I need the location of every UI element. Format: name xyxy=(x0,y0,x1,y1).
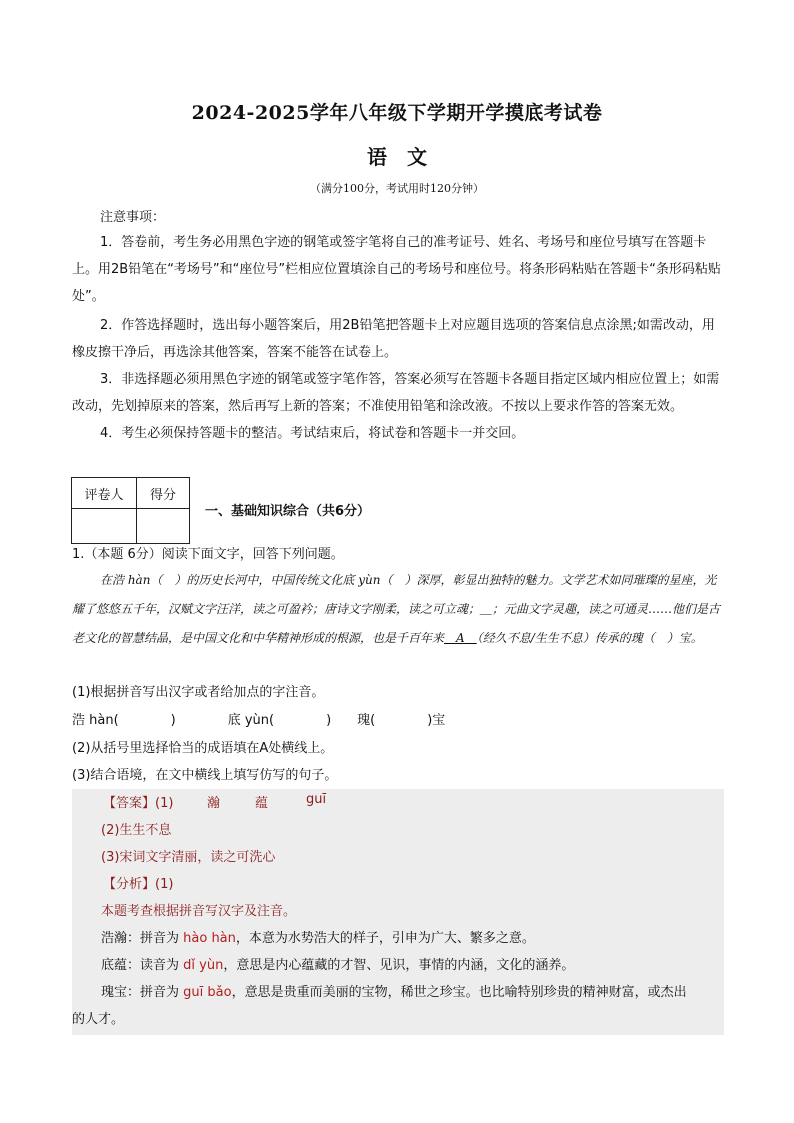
explain-diyun-pinyin: dǐ yùn xyxy=(183,958,224,973)
subquestion-1: (1)根据拼音写出汉字或者给加点的字注音。 xyxy=(72,685,325,700)
notice-item-2: 2．作答选择题时，选出每小题答案后，用2B铅笔把答题卡上对应题目选项的答案信息点涂黑;如需改动，用橡皮擦干净后，再选涂其他答案，答案不能答在试卷上。 xyxy=(72,318,715,360)
subquestion-3: (3)结合语境，在文中横线上填写仿写的句子。 xyxy=(72,768,338,783)
answer-1c: guī xyxy=(306,792,327,807)
explain-guibao-pre: 瑰宝：拼音为 xyxy=(101,985,180,1000)
answer-3: (3)宋词文字清丽，读之可洗心 xyxy=(101,850,276,865)
explain-haohan-pre: 浩瀚：拼音为 xyxy=(101,931,180,946)
subject-title: 语 文 xyxy=(367,145,427,169)
score-header: 得分 xyxy=(137,478,190,509)
passage-part-c: （经久不息/生生不息）传承的瑰（ ）宝。 xyxy=(476,631,703,645)
passage-blank: ＿； xyxy=(480,602,505,616)
score-time-note: （满分100分，考试用时120分钟） xyxy=(310,182,484,195)
answer-1b: 蕴 xyxy=(255,796,269,811)
notice-heading: 注意事项： xyxy=(100,210,166,225)
explain-guibao-post: ，意思是贵重而美丽的宝物，稀世之珍宝。也比喻特别珍贵的精神财富，或杰出 xyxy=(231,985,687,1000)
explain-haohan-post: ，本意为水势浩大的样子，引申为广大、繁多之意。 xyxy=(235,931,535,946)
exam-title: 2024-2025学年八年级下学期开学摸底考试卷 xyxy=(191,102,603,124)
answer-1a: 瀚 xyxy=(207,796,221,811)
reviewer-cell xyxy=(72,509,137,544)
passage-part-a: 在浩 hàn（ ）的历史长河中，中国传统文化底 yùn（ ）深厚，彰显出独特的魅力。文学艺术如同璀璨的星座，光耀了悠悠五千年，汉赋文字汪洋，读之可盈衿；唐诗文字刚柔，读之可立魂； xyxy=(72,573,717,616)
explain-guibao-cont: 的人才。 xyxy=(72,1012,125,1027)
explain-haohan-pinyin: hào hàn xyxy=(183,931,236,946)
question-head: 1.（本题 6分）阅读下面文字，回答下列问题。 xyxy=(72,547,344,562)
explain-guibao-pinyin: guī bǎo xyxy=(183,985,232,1000)
explain-diyun xyxy=(101,954,574,973)
notice-item-4: 4．考生必须保持答题卡的整洁。考试结束后，将试卷和答题卡一并交回。 xyxy=(100,426,525,441)
analysis-intro: 本题考查根据拼音写汉字及注音。 xyxy=(101,904,297,919)
reviewer-header: 评卷人 xyxy=(72,478,137,509)
score-cell xyxy=(137,509,190,544)
subquestion-1-items: 浩 hàn( ) 底 yùn( ) 瑰( )宝 xyxy=(72,713,446,728)
explain-haohan xyxy=(101,927,535,946)
passage-part-b: 元曲文字灵趣，读之可通灵……他们是古老文化的智慧结晶，是中国文化和中华精神形成的根源，也是千百年来 xyxy=(72,602,721,645)
analysis-label: 【分析】(1) xyxy=(103,877,174,892)
explain-guibao xyxy=(101,981,724,1000)
explain-diyun-post: ，意思是内心蕴藏的才智、见识，事情的内涵，文化的涵养。 xyxy=(223,958,575,973)
reading-passage xyxy=(72,566,724,653)
answer-2: (2)生生不息 xyxy=(101,823,172,838)
explain-diyun-pre: 底蕴：读音为 xyxy=(101,958,180,973)
notice-item-1: 1．答卷前，考生务必用黑色字迹的钢笔或签字笔将自己的准考证号、姓名、考场号和座位号填写在答题卡上。用2B铅笔在“考场号”和“座位号”栏相应位置填涂自己的考场号和座位号。将条形码粘贴在答题卡“条形码粘贴处”。 xyxy=(72,235,721,304)
subquestion-2: (2)从括号里选择恰当的成语填在A处横线上。 xyxy=(72,741,334,756)
notice-item-3: 3．非选择题必须用黑色字迹的钢笔或签字笔作答，答案必须写在答题卡各题目指定区域内相应位置上；如需改动，先划掉原来的答案，然后再写上新的答案；不准使用铅笔和涂改液。不按以上要求作答的答案无效。 xyxy=(72,372,720,414)
answer-label: 【答案】(1) xyxy=(103,796,174,811)
passage-mark-a: A xyxy=(444,631,477,645)
section-title: 一、基础知识综合（共6分） xyxy=(205,504,371,519)
score-table xyxy=(71,477,190,544)
